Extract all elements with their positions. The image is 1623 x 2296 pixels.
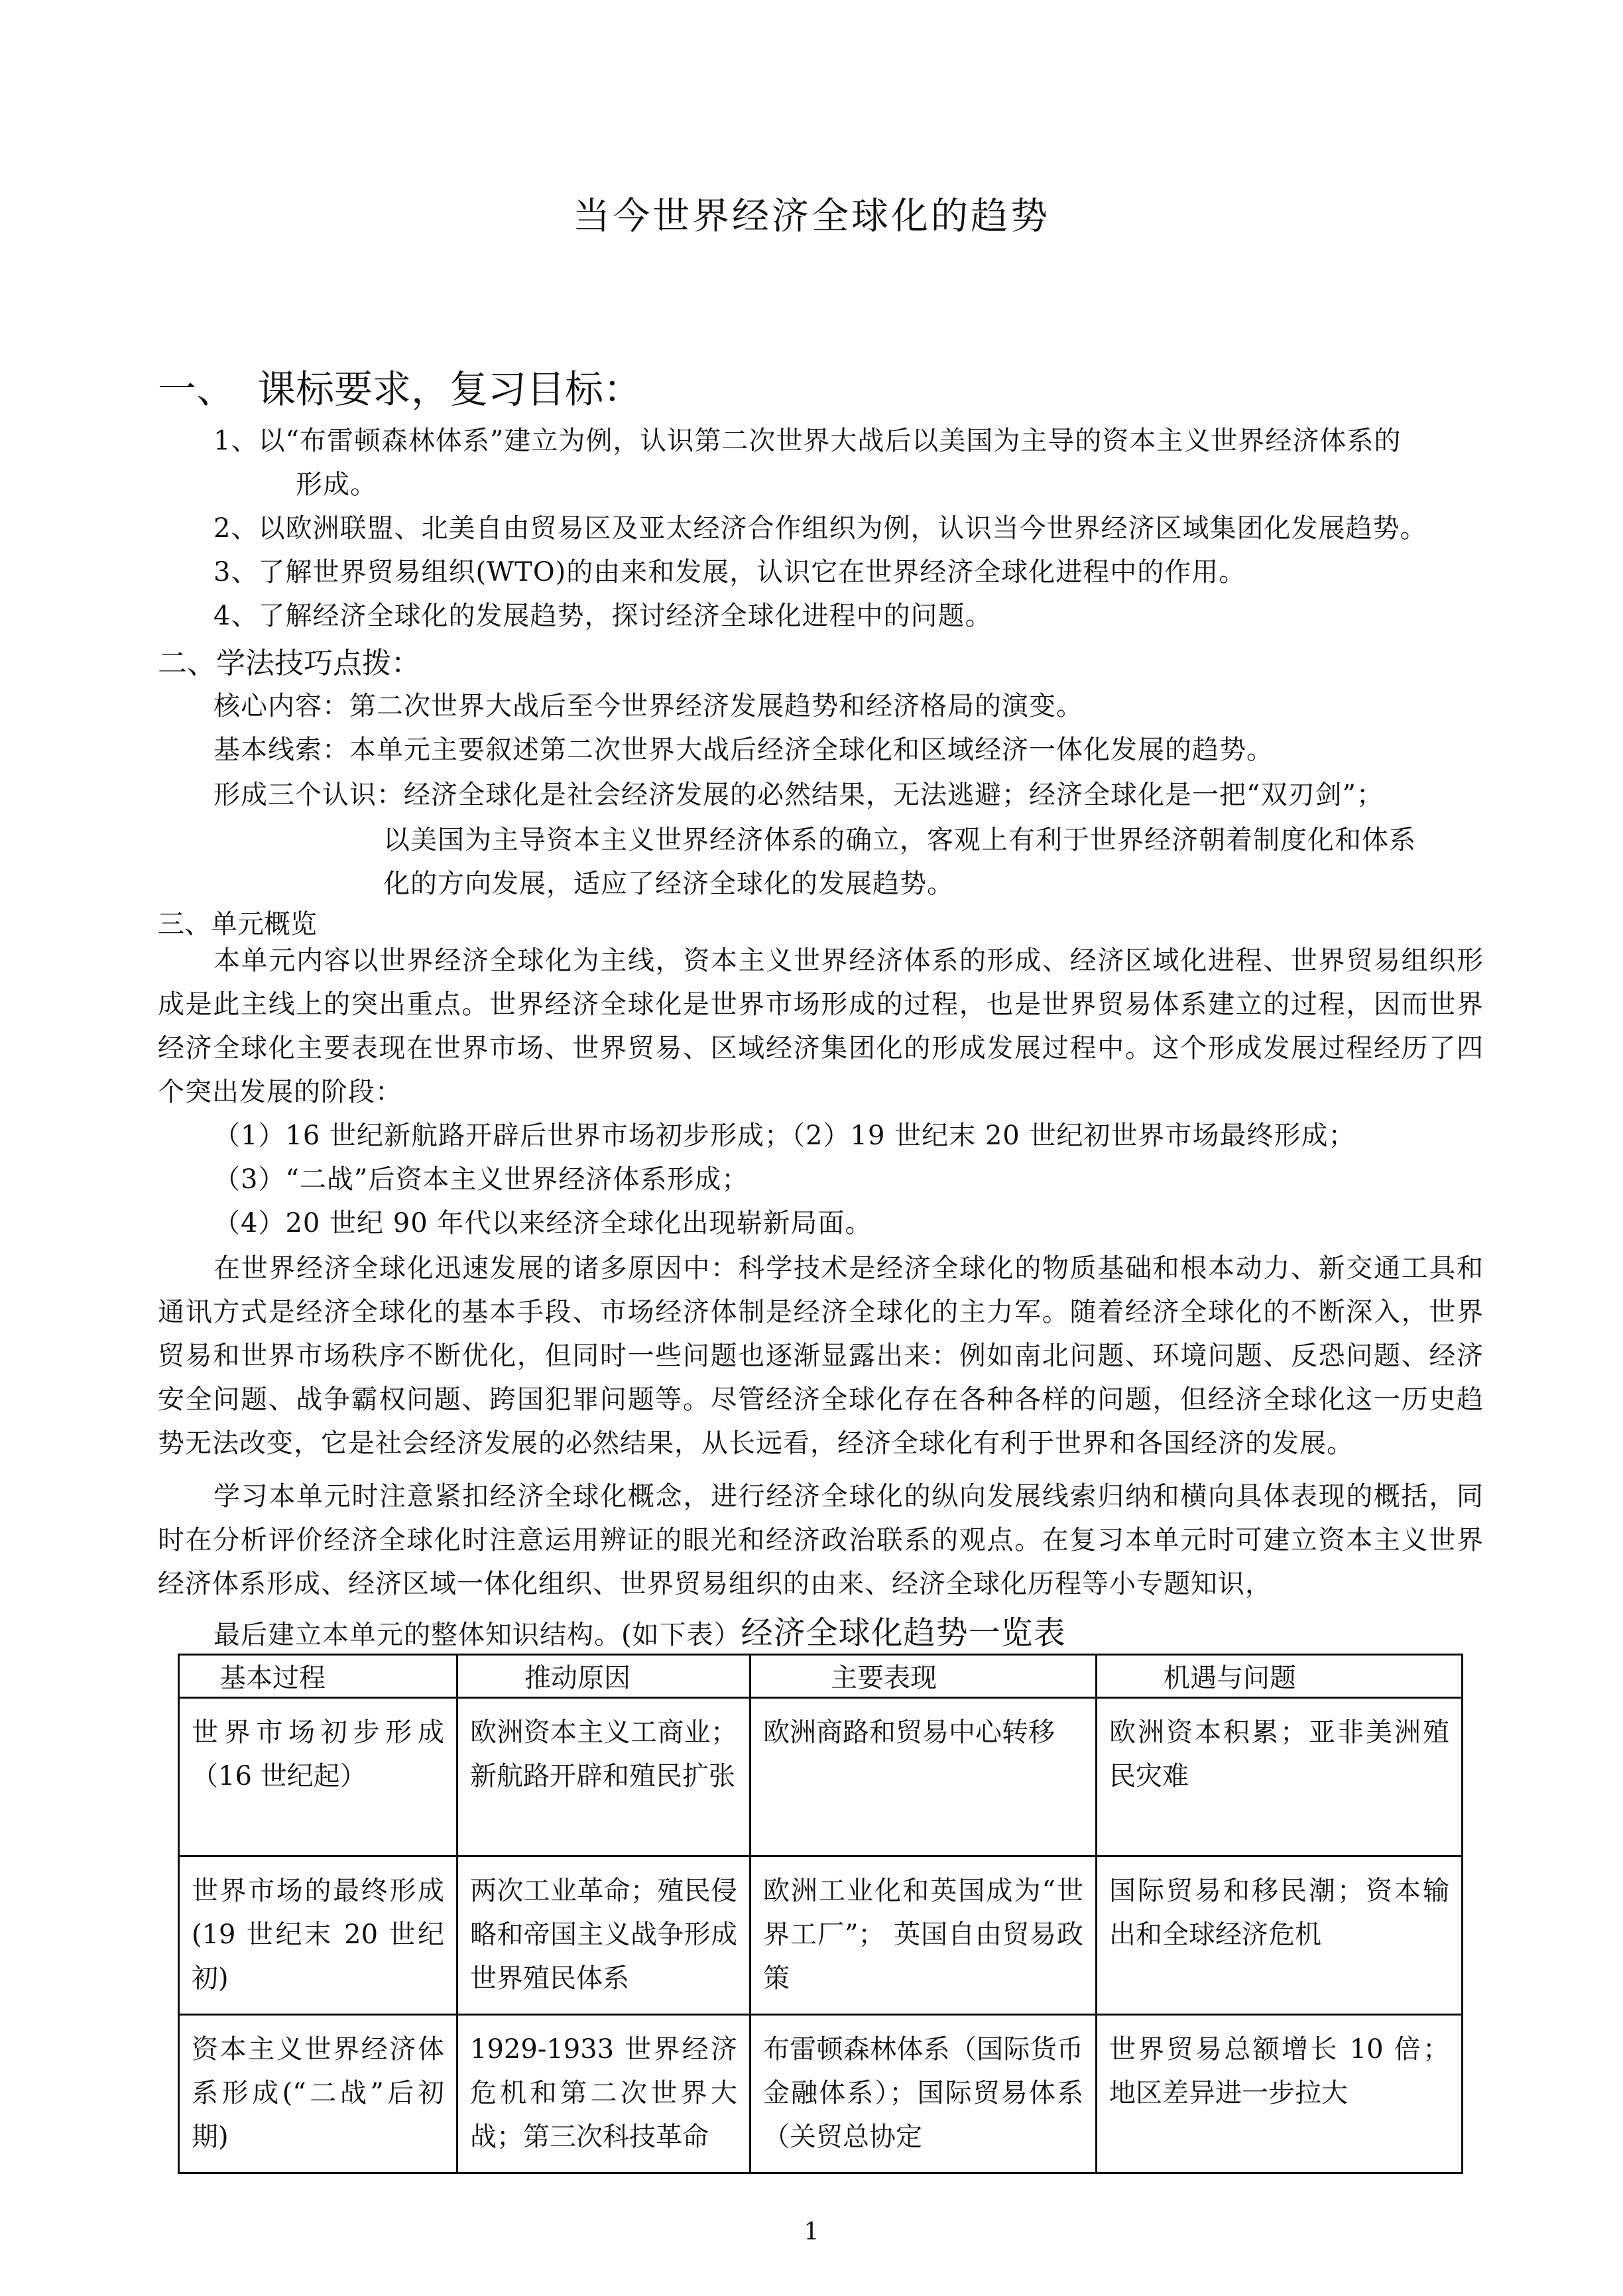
stage-line-1: （1）16 世纪新航路开辟后世界市场初步形成；（2）19 世纪末 20 世纪初世界市场最终形成；	[213, 1120, 1356, 1151]
three-understandings-line2: 以美国为主导资本主义世界经济体系的确立，客观上有利于世界经济朝着制度化和体系	[383, 825, 1416, 855]
header-main-manifestation: 主要表现	[751, 1655, 1097, 1698]
table-row	[179, 1856, 1463, 2015]
table-cell: 欧洲资本积累；亚非美洲殖民灾难	[1097, 1698, 1463, 1856]
goal-item-1-text: 1、以“布雷顿森林体系”建立为例，认识第二次世界大战后以美国为主导的资本主义世界经济体系的	[213, 426, 1402, 456]
table-row	[179, 1698, 1463, 1856]
page-number: 1	[804, 2218, 819, 2246]
goal-item-4: 4、了解经济全球化的发展趋势，探讨经济全球化进程中的问题。	[213, 601, 992, 631]
table-cell: 世界贸易总额增长 10 倍；地区差异进一步拉大	[1097, 2015, 1463, 2173]
section3-heading: 三、单元概览	[158, 909, 317, 939]
section1-heading	[158, 358, 642, 414]
table-caption-lead: 最后建立本单元的整体知识结构。(如下表）	[213, 1620, 741, 1650]
table-row	[179, 2015, 1463, 2173]
goal-item-2: 2、以欧洲联盟、北美自由贸易区及亚太经济合作组织为例，认识当今世界经济区域集团化发展趋势。	[213, 513, 1427, 544]
core-content: 核心内容：第二次世界大战后至今世界经济发展趋势和经济格局的演变。	[213, 691, 1083, 721]
table-cell: 1929-1933 世界经济危机和第二次世界大战；第三次科技革命	[457, 2015, 751, 2173]
table-cell: 两次工业革命；殖民侵略和帝国主义战争形成世界殖民体系	[457, 1856, 751, 2015]
table-cell: 欧洲商路和贸易中心转移	[751, 1698, 1097, 1856]
table-caption	[213, 1607, 1066, 1653]
page-title: 当今世界经济全球化的趋势	[573, 195, 1050, 238]
section1-number: 一、	[158, 367, 235, 412]
goal-item-1	[213, 419, 1486, 507]
three-understandings-line3: 化的方向发展，适应了经济全球化的发展趋势。	[383, 869, 954, 899]
overview-paragraph-3: 学习本单元时注意紧扣经济全球化概念，进行经济全球化的纵向发展线索归纳和横向具体表现的概括，同时在分析评价经济全球化时注意运用辨证的眼光和经济政治联系的观点。在复习本单元时可建立资本主义世界经济体系形成、经济区域一体化组织、世界贸易组织的由来、经济全球化历程等小专题知识，	[158, 1481, 1484, 1599]
section1-title: 课标要求，复习目标：	[257, 367, 642, 412]
table-cell: 世界市场的最终形成(19 世纪末 20 世纪初)	[179, 1856, 457, 2015]
section2-heading: 二、学法技巧点拨：	[158, 646, 420, 680]
table-cell: 世界市场初步形成（16 世纪起）	[179, 1698, 457, 1856]
overview-paragraph-1: 本单元内容以世界经济全球化为主线，资本主义世界经济体系的形成、经济区域化进程、世界贸易组织形成是此主线上的突出重点。世界经济全球化是世界市场形成的过程，也是世界贸易体系建立的过程，因而世界经济全球化主要表现在世界市场、世界贸易、区域经济集团化的形成发展过程中。这个形成发展过程经历了四个突出发展的阶段：	[158, 945, 1484, 1107]
stage-line-2: （3）“二战”后资本主义世界经济体系形成；	[213, 1164, 749, 1195]
table-cell: 布雷顿森林体系（国际货币金融体系）；国际贸易体系（关贸总协定	[751, 2015, 1097, 2173]
table-cell: 资本主义世界经济体系形成(“二战”后初期)	[179, 2015, 457, 2173]
globalization-table	[178, 1654, 1463, 2174]
table-title: 经济全球化趋势一览表	[741, 1614, 1066, 1652]
basic-clue: 基本线索：本单元主要叙述第二次世界大战后经济全球化和区域经济一体化发展的趋势。	[213, 735, 1274, 765]
stage-line-3: （4）20 世纪 90 年代以来经济全球化出现崭新局面。	[213, 1208, 872, 1239]
header-opportunity-problem: 机遇与问题	[1097, 1655, 1463, 1698]
goal-item-3: 3、了解世界贸易组织(WTO)的由来和发展，认识它在世界经济全球化进程中的作用。	[213, 557, 1246, 587]
header-basic-process: 基本过程	[179, 1655, 457, 1698]
three-understandings: 形成三个认识：经济全球化是社会经济发展的必然结果，无法逃避；经济全球化是一把“双刃剑”；	[213, 780, 1384, 810]
table-cell: 欧洲工业化和英国成为“世界工厂”； 英国自由贸易政策	[751, 1856, 1097, 2015]
overview-paragraph-2: 在世界经济全球化迅速发展的诸多原因中：科学技术是经济全球化的物质基础和根本动力、新交通工具和通讯方式是经济全球化的基本手段、市场经济体制是经济全球化的主力军。随着经济全球化的不断深入，世界贸易和世界市场秩序不断优化，但同时一些问题也逐渐显露出来：例如南北问题、环境问题、反恐问题、经济安全问题、战争霸权问题、跨国犯罪问题等。尽管经济全球化存在各种各样的问题，但经济全球化这一历史趋势无法改变，它是社会经济发展的必然结果，从长远看，经济全球化有利于世界和各国经济的发展。	[158, 1253, 1484, 1459]
goal-item-1-continuation: 形成。	[296, 469, 377, 500]
table-cell: 欧洲资本主义工商业；新航路开辟和殖民扩张	[457, 1698, 751, 1856]
table-header-row	[179, 1655, 1463, 1698]
header-driving-cause: 推动原因	[457, 1655, 751, 1698]
table-cell: 国际贸易和移民潮；资本输出和全球经济危机	[1097, 1856, 1463, 2015]
